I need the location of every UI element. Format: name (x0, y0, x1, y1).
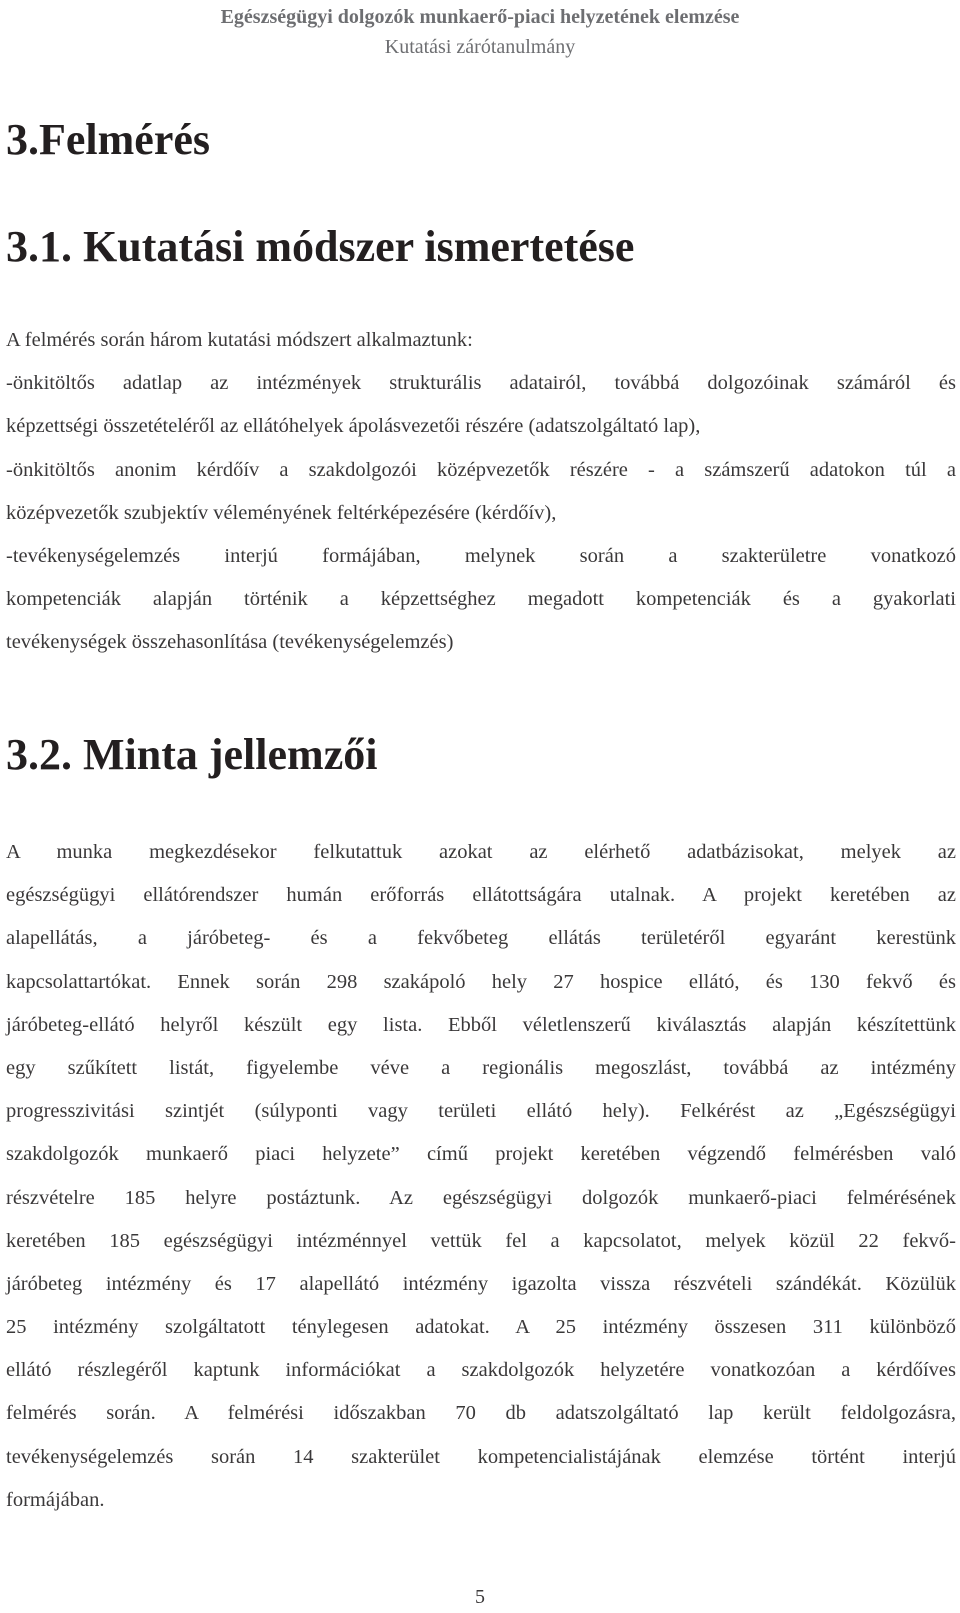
text-line: alapellátás, a járóbeteg- és a fekvőbeteg ellátás területéről egyaránt kerestünk (6, 927, 956, 950)
text-line: tevékenységek összehasonlítása (tevékenységelemzés) (6, 631, 454, 654)
text-line: progresszivitási szintjét (súlyponti vagy területi ellátó hely). Felkérést az „Egészségügyi (6, 1100, 956, 1123)
text-line: A felmérés során három kutatási módszert alkalmaztunk: (6, 329, 473, 351)
text-line: részvételre 185 helyre postáztunk. Az egészségügyi dolgozók munkaerő-piaci felmérésének (6, 1186, 956, 1209)
chapter-heading: 3.Felmérés (6, 115, 210, 164)
text-line: ellátó részlegéről kaptunk információkat a szakdolgozók helyzetére vonatkozóan a kérdőíves (6, 1359, 956, 1382)
page-number: 5 (475, 1586, 485, 1608)
text-line: kompetenciák alapján történik a képzettséghez megadott kompetenciák és a gyakorlati (6, 588, 956, 611)
text-line: képzettségi összetételéről az ellátóhelyek ápolásvezetői részére (adatszolgáltató lap), (6, 415, 701, 438)
text-line: keretében 185 egészségügyi intézménnyel vettük fel a kapcsolatot, melyek közül 22 fekvő- (6, 1229, 956, 1252)
running-header (0, 2, 960, 62)
section-heading-methods: 3.1. Kutatási módszer ismertetése (6, 222, 635, 271)
sample-paragraph (6, 831, 956, 1522)
text-line: -önkitöltős adatlap az intézmények strukturális adatairól, továbbá dolgozóinak számáról és (6, 372, 956, 395)
text-line: kapcsolattartókat. Ennek során 298 szakápoló hely 27 hospice ellátó, és 130 fekvő és (6, 970, 956, 993)
text-line: formájában. (6, 1488, 105, 1511)
text-line: járóbeteg intézmény és 17 alapellátó intézmény igazolta vissza részvételi szándékát. Közülük (6, 1272, 956, 1295)
text-line: szakdolgozók munkaerő piaci helyzete” című projekt keretében végzendő felmérésben való (6, 1143, 956, 1166)
header-title: Egészségügyi dolgozók munkaerő-piaci helyzetének elemzése (220, 6, 740, 28)
text-line: A munka megkezdésekor felkutattuk azokat az elérhető adatbázisokat, melyek az (6, 841, 956, 863)
section-heading-sample: 3.2. Minta jellemzői (6, 730, 378, 779)
header-subtitle: Kutatási zárótanulmány (384, 36, 576, 58)
text-line: középvezetők szubjektív véleményének feltérképezésére (kérdőív), (6, 501, 557, 524)
text-line: egészségügyi ellátórendszer humán erőforrás ellátottságára utalnak. A projekt keretében az (6, 884, 956, 907)
text-line: tevékenységelemzés során 14 szakterület kompetencialistájának elemzése történt interjú (6, 1445, 956, 1468)
methods-paragraph (6, 319, 956, 665)
text-line: egy szűkített listát, figyelembe véve a regionális megoszlást, továbbá az intézmény (6, 1056, 956, 1079)
text-line: -önkitöltős anonim kérdőív a szakdolgozói középvezetők részére - a számszerű adatokon túl a (6, 458, 956, 481)
text-line: járóbeteg-ellátó helyről készült egy lista. Ebből véletlenszerű kiválasztás alapján készítettünk (6, 1013, 956, 1036)
text-line: -tevékenységelemzés interjú formájában, melynek során a szakterületre vonatkozó (6, 544, 956, 567)
text-line: 25 intézmény szolgáltatott ténylegesen adatokat. A 25 intézmény összesen 311 különböző (6, 1316, 956, 1339)
text-line: felmérés során. A felmérési időszakban 70 db adatszolgáltató lap került feldolgozásra, (6, 1402, 956, 1425)
